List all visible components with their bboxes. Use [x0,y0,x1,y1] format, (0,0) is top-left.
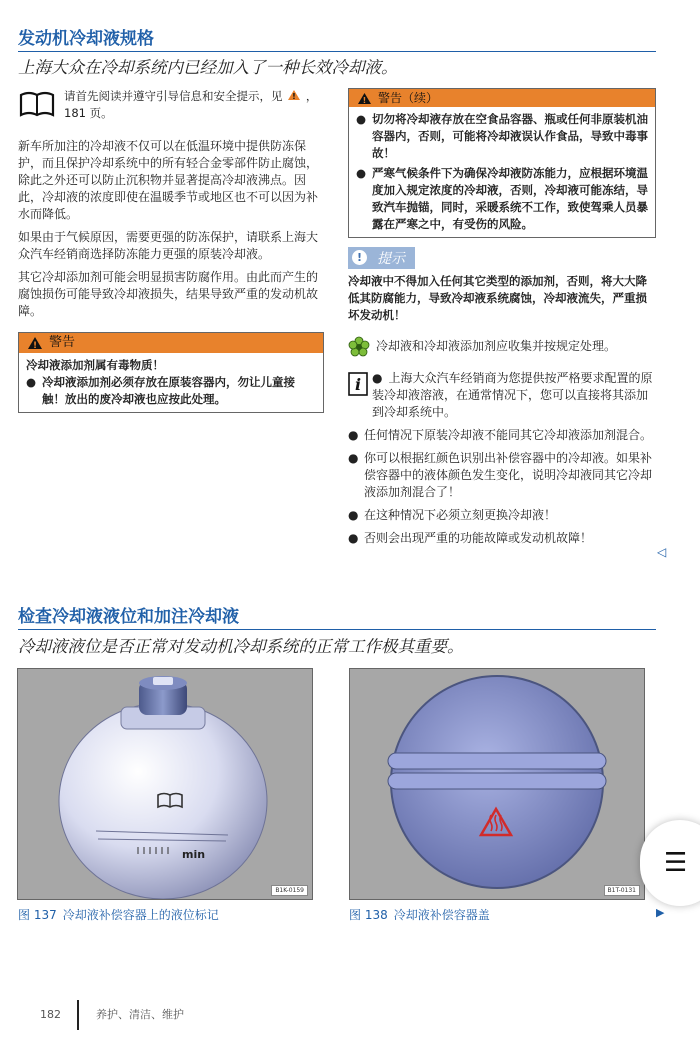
section-title-check-coolant: 检查冷却液液位和加注冷却液 [18,602,656,630]
warning-triangle-icon[interactable] [287,89,301,101]
figure-137 [17,668,313,900]
svg-text:!: ! [292,92,296,101]
warning-header [19,333,323,353]
warning-triangle-icon [357,92,372,105]
next-page-arrow[interactable]: ▶ [656,906,665,919]
warning-box [18,332,324,413]
min-mark-label: min [182,848,206,861]
svg-text:i: i [354,374,362,394]
warning-cont-box [348,88,656,238]
tip-block [348,246,656,324]
tip-title: 提示 [377,250,405,267]
section-end-mark: ◁ [657,545,667,559]
right-column [348,88,656,553]
section-subtitle: 上海大众在冷却系统内已经加入了一种长效冷却液。 [18,58,398,77]
warning-triangle-icon [27,336,43,350]
svg-text:!: ! [362,95,367,105]
figure-137-caption: 图 137 冷却液补偿容器上的液位标记 [18,908,219,922]
paragraph-1: 新车所加注的冷却液不仅可以在低温环境中提供防冻保护，而且保护冷却系统中的所有轻合金零部件防止腐蚀，除此之外还可以防止沉积物并显著提高冷却液沸点。因此，冷却液的浓度即使在温暖季节或地区也不可以因为补水而降低。 [18,139,319,221]
page-number: 182 [40,1008,61,1021]
figure-code: B1T-0131 [604,885,640,896]
warning-line: 冷却液添加剂属有毒物质！ [26,358,164,372]
hamburger-menu-icon: ☰ [664,848,688,878]
environment-note [348,336,656,358]
info-circle-icon: ! [352,250,367,265]
reservoir-cap-illustration [350,669,644,899]
warning-cont-bullet-2: ● 严寒气候条件下为确保冷却液防冻能力，应根据环境温度加入规定浓度的冷却液，否则，冷却液可能冻结，导致汽车抛锚，同时，采暖系统不工作，致使驾乘人员暴露在严寒之中，有受伤的风险。 [356,166,648,231]
info-i-icon [348,372,368,396]
left-column [18,88,324,413]
section-subtitle-2: 冷却液液位是否正常对发动机冷却系统的正常工作极其重要。 [18,637,464,656]
warning-title: 警告 [49,335,76,350]
warning-cont-title: 警告（续） [378,91,439,105]
figure-138 [349,668,645,900]
coolant-reservoir-illustration [18,669,312,899]
paragraph-3: 其它冷却添加剂可能会明显损害防腐作用。由此而产生的腐蚀损伤可能导致冷却液损失，结果导致严重的发动机故障。 [18,270,319,318]
figure-code: B1K-0159 [271,885,308,896]
tip-text: 冷却液中不得加入任何其它类型的添加剂，否则，将大大降低其防腐能力，导致冷却液系统腐蚀，冷却液流失，严重损坏发动机！ [348,273,647,322]
read-notice-page[interactable]: ，181 页。 [64,89,318,120]
svg-text:!: ! [32,341,38,350]
flower-icon [348,336,370,358]
read-notice-text: 请首先阅读并遵守引导信息和安全提示，见 [64,89,283,103]
page-footer [40,1000,184,1030]
info-bullet-5: ● 否则会出现严重的功能故障或发动机故障！ [348,530,593,545]
menu-button[interactable] [640,820,700,906]
info-bullet-1: i ● 上海大众汽车经销商为您提供按严格要求配置的原装冷却液溶液，在通常情况下，您可以直接将其添加到冷却系统中。 [348,370,656,421]
chapter-name: 养护、清洁、维护 [96,1008,184,1021]
read-notice [18,88,324,122]
warning-cont-bullet-1: ● 切勿将冷却液存放在空食品容器、瓶或任何非原装机油容器内，否则，可能将冷却液误认作食品，导致中毒事故！ [356,112,648,160]
figure-138-caption: 图 138 冷却液补偿容器盖 [349,908,490,922]
section-title-coolant-spec: 发动机冷却液规格 [18,24,656,52]
footer-divider [77,1000,79,1030]
info-bullet-2: ● 任何情况下原装冷却液不能同其它冷却液添加剂混合。 [348,427,653,442]
environment-text: 冷却液和冷却液添加剂应收集并按规定处理。 [376,339,617,353]
book-icon [18,90,56,118]
info-bullet-4: ● 在这种情况下必须立刻更换冷却液！ [348,507,557,522]
info-bullet-3: ● 你可以根据红颜色识别出补偿容器中的冷却液。如果补偿容器中的液体颜色发生变化，说明冷却液同其它冷却液添加剂混合了！ [348,450,653,499]
tip-header [348,247,415,269]
warning-cont-header [349,89,655,107]
warning-bullet: ● 冷却液添加剂必须存放在原装容器内，勿让儿童接触！放出的废冷却液也应按此处理。 [26,375,295,406]
paragraph-2: 如果由于气候原因，需要更强的防冻保护，请联系上海大众汽车经销商选择防冻能力更强的原装冷却液。 [18,230,319,261]
info-block [348,370,656,547]
